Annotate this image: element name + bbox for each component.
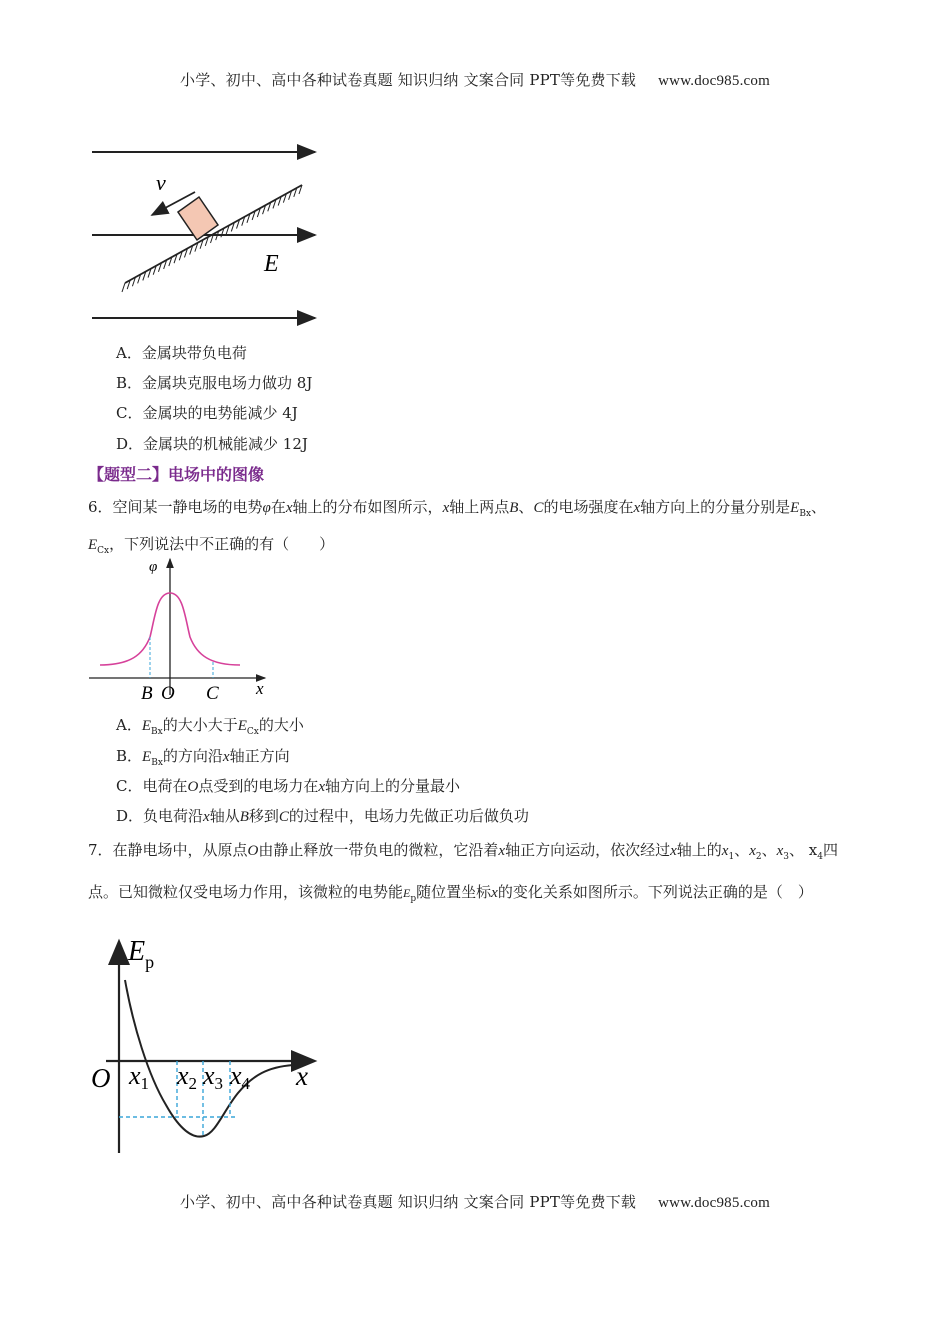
fig3-O-label: O <box>91 1063 111 1093</box>
q6-option-c: C．电荷在O点受到的电场力在x轴方向上的分量最小 <box>116 777 461 795</box>
fig3-x4-label: x <box>230 1061 242 1090</box>
fig2-x-label: x <box>256 679 264 698</box>
q5-option-a: A．金属块带负电荷 <box>116 344 247 362</box>
fig3-p-sub: p <box>145 952 155 972</box>
svg-text:x3: x3 <box>203 1061 224 1093</box>
fig1-v-label: v <box>156 170 166 195</box>
question-6: 6．空间某一静电场的电势φ在x轴上的分布如图所示，x轴上两点B、C的电场强度在x轴方向上的分量分别是$E_{Bx}$、$E_{Cx}$，下列说法中不正确的有（ ） <box>88 498 827 556</box>
fig1-E-label: E <box>264 251 279 277</box>
figure-potential-curve <box>85 555 285 705</box>
fig2-O-label: O <box>161 683 175 704</box>
figure-incline-field <box>80 135 330 335</box>
footer-text: 小学、初中、高中各种试卷真题 知识归纳 文案合同 PPT等免费下载 <box>180 1193 637 1211</box>
fig2-C-label: C <box>206 683 219 704</box>
q6-option-b: B．$E_{Bx}$的方向沿x轴正方向 <box>116 747 290 768</box>
fig3-E-label: E <box>128 936 146 967</box>
svg-text:x1: x1 <box>129 1061 150 1093</box>
q6-option-a: A．$E_{Bx}$的大小大于$E_{Cx}$的大小 <box>116 716 304 737</box>
fig3-x-axis-label: x <box>296 1061 308 1091</box>
header-text: 小学、初中、高中各种试卷真题 知识归纳 文案合同 PPT等免费下载 <box>180 71 637 89</box>
incline-hatch <box>122 283 125 292</box>
page-footer <box>0 1191 950 1212</box>
fig3-x2-label: x <box>177 1061 189 1090</box>
fig2-B-label: B <box>141 683 153 704</box>
fig2-phi-label: φ <box>149 559 158 575</box>
section-heading: 【题型二】电场中的图像 <box>88 465 265 484</box>
svg-text:x2: x2 <box>177 1061 198 1093</box>
q5-option-b: B．金属块克服电场力做功 8J <box>116 374 313 392</box>
figure-energy-curve <box>88 935 328 1160</box>
q5-option-d: D．金属块的机械能减少 12J <box>116 435 308 453</box>
q6-option-d: D．负电荷沿x轴从B移到C的过程中，电场力先做正功后做负功 <box>116 807 529 825</box>
page-header <box>0 69 950 90</box>
fig3-x3-label: x <box>203 1061 215 1090</box>
footer-site: www.doc985.com <box>658 1195 770 1211</box>
svg-text:x4: x4 <box>230 1061 251 1093</box>
question-7: 7．在静电场中，从原点O由静止释放一带负电的微粒，它沿着x轴正方向运动，依次经过x轴上的$x_1$、$x_2$、$x_3$、 $x_4$四点。已知微粒仅受电场力作用，该微粒的电势能$E_p$随位置坐标x的变化关系如图所示。下列说法正确的是（ ） <box>88 841 839 904</box>
fig3-x1-label: x <box>129 1061 141 1090</box>
svg-text:Ep <box>127 936 154 972</box>
header-site: www.doc985.com <box>658 73 770 89</box>
q5-option-c: C．金属块的电势能减少 4J <box>116 404 298 422</box>
